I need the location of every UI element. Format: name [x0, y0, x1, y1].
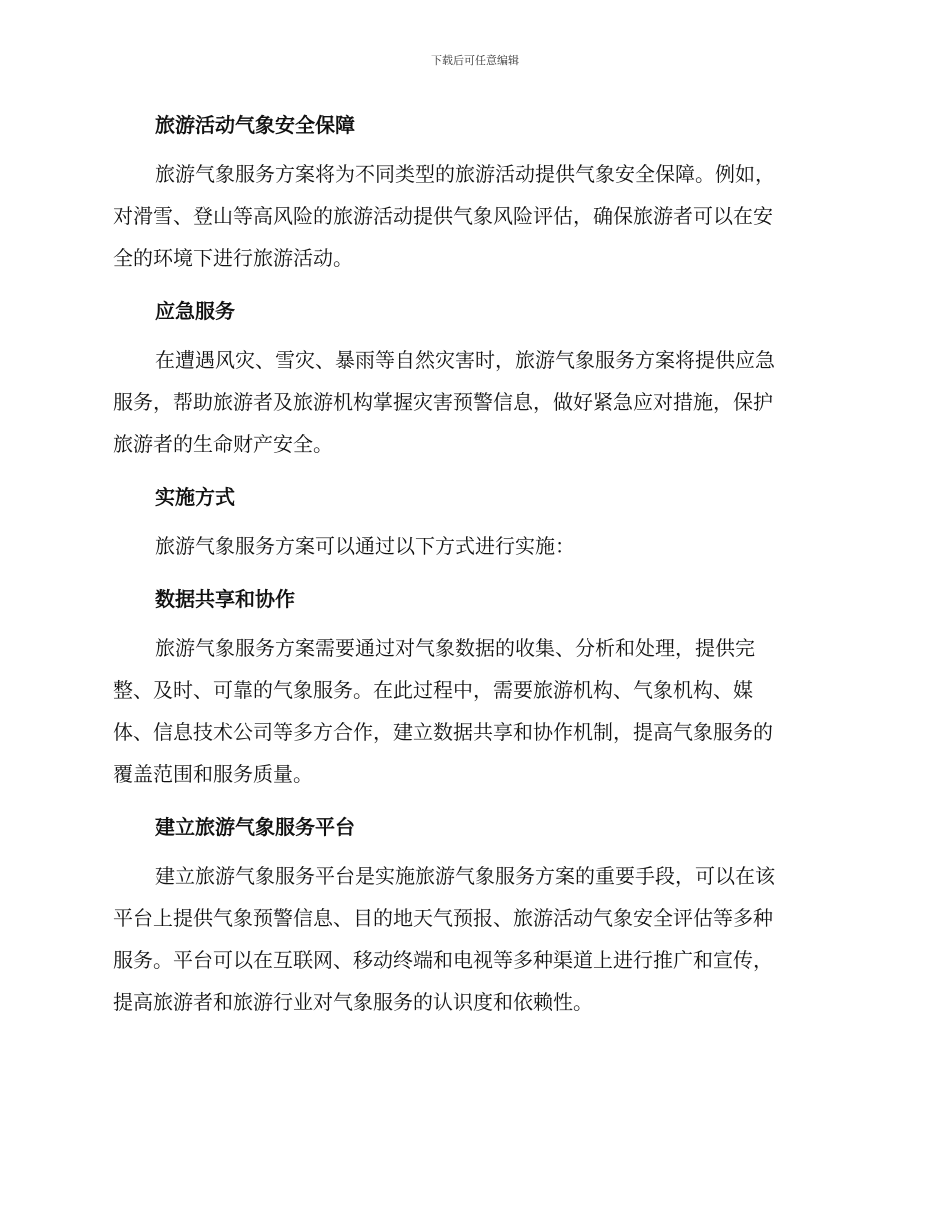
document-body	[113, 109, 833, 1039]
paragraph-tourism-safety	[113, 158, 833, 274]
paragraph-line: 在遭遇风灾、雪灾、暴雨等自然灾害时，旅游气象服务方案将提供应急	[155, 348, 775, 372]
section-heading-platform: 建立旅游气象服务平台	[155, 815, 355, 839]
paragraph-implementation	[113, 530, 833, 562]
paragraph-line: 提高旅游者和旅游行业对气象服务的认识度和依赖性。	[113, 990, 593, 1014]
paragraph-data-sharing	[113, 632, 833, 790]
paragraph-line: 旅游气象服务方案可以通过以下方式进行实施：	[155, 534, 575, 558]
paragraph-line: 建立旅游气象服务平台是实施旅游气象服务方案的重要手段，可以在该	[155, 864, 775, 888]
paragraph-line: 覆盖范围和服务质量。	[113, 762, 313, 786]
paragraph-line: 平台上提供气象预警信息、目的地天气预报、旅游活动气象安全评估等多种	[113, 906, 773, 930]
paragraph-line: 旅游气象服务方案需要通过对气象数据的收集、分析和处理，提供完	[155, 636, 755, 660]
page-header-note: 下载后可任意编辑	[431, 54, 519, 67]
paragraph-line: 体、信息技术公司等多方合作，建立数据共享和协作机制，提高气象服务的	[113, 720, 773, 744]
paragraph-line: 旅游者的生命财产安全。	[113, 432, 333, 456]
section-heading-implementation: 实施方式	[155, 485, 235, 509]
section-heading-tourism-safety: 旅游活动气象安全保障	[155, 113, 355, 137]
paragraph-line: 对滑雪、登山等高风险的旅游活动提供气象风险评估，确保旅游者可以在安	[113, 204, 773, 228]
paragraph-line: 旅游气象服务方案将为不同类型的旅游活动提供气象安全保障。例如，	[155, 162, 775, 186]
section-heading-emergency: 应急服务	[155, 299, 235, 323]
paragraph-line: 服务。平台可以在互联网、移动终端和电视等多种渠道上进行推广和宣传，	[113, 948, 773, 972]
section-heading-data-sharing: 数据共享和协作	[155, 587, 295, 611]
paragraph-line: 整、及时、可靠的气象服务。在此过程中，需要旅游机构、气象机构、媒	[113, 678, 753, 702]
paragraph-line: 全的环境下进行旅游活动。	[113, 246, 353, 270]
paragraph-platform	[113, 860, 833, 1018]
paragraph-emergency	[113, 344, 833, 460]
paragraph-line: 服务，帮助旅游者及旅游机构掌握灾害预警信息，做好紧急应对措施，保护	[113, 390, 773, 414]
